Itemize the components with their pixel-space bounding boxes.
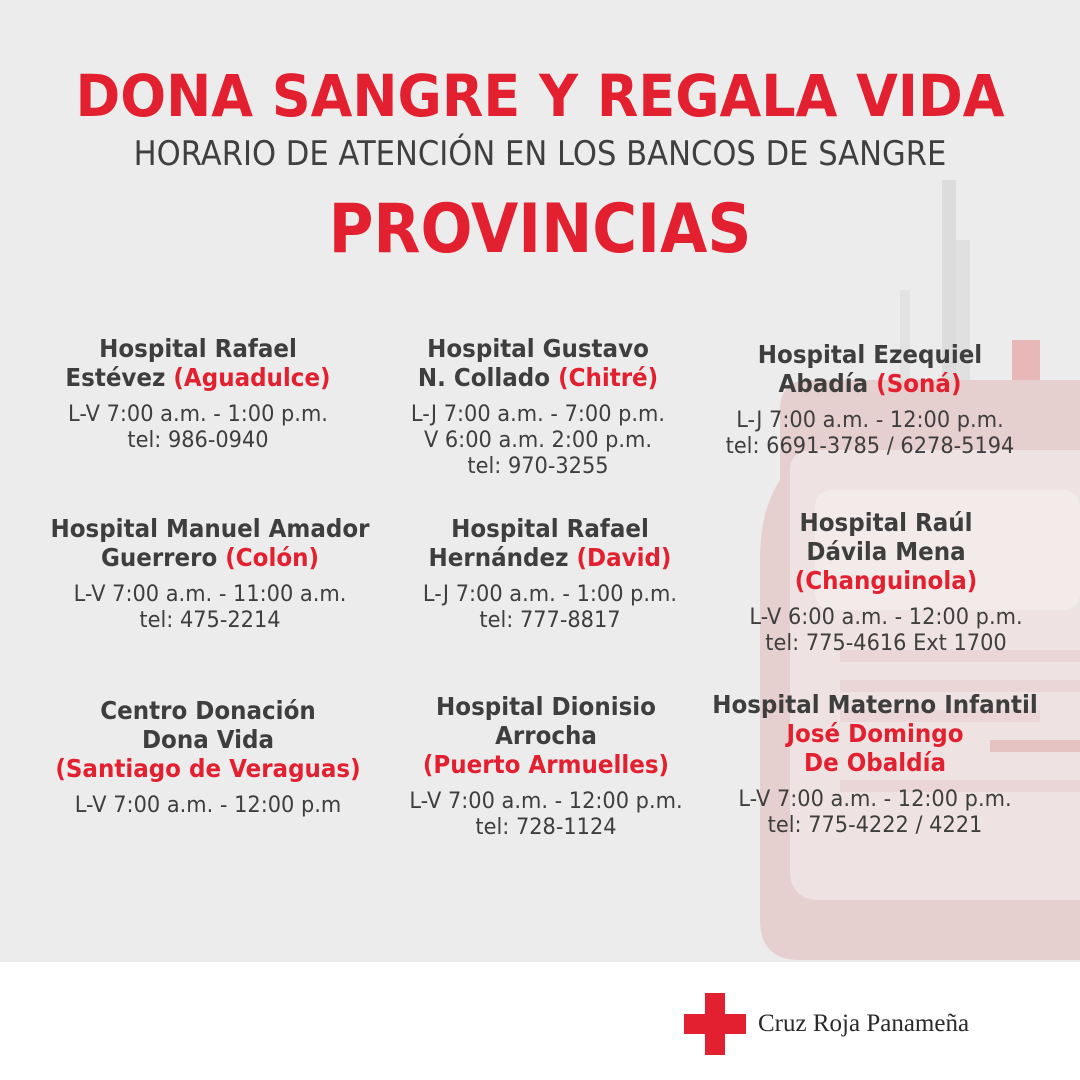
hospital-name-line	[44, 543, 375, 572]
hospital-name-line	[372, 363, 703, 392]
hospital-info	[39, 582, 381, 634]
hospital-info	[699, 408, 1041, 460]
hospital-name-line: Hospital Rafael	[451, 514, 649, 543]
hospital-name-line: Centro Donación	[100, 696, 316, 725]
hospital-name-line: Dona Vida	[141, 725, 275, 754]
hospital-location: (Santiago de Veraguas)	[55, 754, 361, 783]
hospital-hours: L-V 7:00 a.m. - 1:00 p.m.	[68, 402, 328, 427]
hospital-name-line: Dávila Mena	[806, 537, 966, 566]
hospital-name-text: Guerrero	[100, 543, 226, 572]
hospital-name	[720, 508, 1051, 595]
hospital-card	[706, 508, 1066, 657]
hospital-name	[705, 690, 1045, 777]
hospital-name-line	[384, 543, 715, 572]
hospital-hours: L-V 7:00 a.m. - 11:00 a.m.	[73, 582, 347, 607]
hospital-location: (Puerto Armuelles)	[422, 750, 670, 779]
red-cross-icon	[684, 993, 746, 1055]
hospital-hours: L-J 7:00 a.m. - 1:00 p.m.	[422, 582, 678, 607]
hospital-name-line: Hospital Manuel Amador	[50, 514, 370, 543]
hospital-info	[375, 789, 717, 841]
hospital-hours: V 6:00 a.m. 2:00 p.m.	[423, 428, 653, 453]
hospital-info	[715, 605, 1057, 657]
organization-name: Cruz Roja Panameña	[758, 1010, 970, 1037]
hospital-location: (Soná)	[876, 369, 962, 398]
hospital-name-text: Estévez	[65, 363, 174, 392]
hospital-name	[384, 514, 715, 572]
hospital-info	[367, 402, 709, 480]
hospital-phone: tel: 728-1124	[475, 815, 617, 840]
hospital-card	[18, 334, 378, 454]
hospital-hours: L-V 7:00 a.m. - 12:00 p.m	[74, 793, 342, 818]
hospital-name-line: Hospital Gustavo	[427, 334, 649, 363]
hospital-location: (Colón)	[225, 543, 320, 572]
hospital-card	[366, 692, 726, 841]
hospital-phone: tel: 775-4616 Ext 1700	[765, 631, 1007, 656]
hospital-name-text: Abadía	[778, 369, 877, 398]
hospital-location: (Changuinola)	[794, 566, 978, 595]
hospital-name-line: Hospital Rafael	[99, 334, 297, 363]
hospital-card	[370, 514, 730, 634]
hospital-info	[27, 402, 369, 454]
hospital-location: De Obaldía	[804, 748, 946, 777]
hospital-location: (Chitré)	[558, 363, 659, 392]
hospital-phone: tel: 775-4222 / 4221	[767, 813, 983, 838]
hospital-hours: L-J 7:00 a.m. - 12:00 p.m.	[736, 408, 1004, 433]
hospital-card	[358, 334, 718, 480]
hospital-name	[32, 334, 363, 392]
hospital-name	[42, 696, 373, 783]
hospital-name-line: Hospital Materno Infantil	[712, 690, 1038, 719]
hospital-phone: tel: 777-8817	[479, 608, 621, 633]
hospital-phone: tel: 970-3255	[467, 454, 609, 479]
hospital-name-line	[32, 363, 363, 392]
hospital-phone: tel: 986-0940	[127, 428, 269, 453]
hospital-name-line: Hospital Dionisio	[436, 692, 656, 721]
hospital-card	[28, 696, 388, 819]
hospital-info	[37, 793, 379, 819]
hospital-hours: L-J 7:00 a.m. - 7:00 p.m.	[410, 402, 666, 427]
hospital-name-line	[704, 369, 1035, 398]
hospital-name-text: N. Collado	[417, 363, 559, 392]
hospital-name	[44, 514, 375, 572]
hospital-name-line: Hospital Raúl	[799, 508, 973, 537]
hospital-info	[379, 582, 721, 634]
hospital-hours: L-V 6:00 a.m. - 12:00 p.m.	[749, 605, 1023, 630]
hospital-name	[704, 340, 1035, 398]
hospital-location: (David)	[576, 543, 672, 572]
hospital-card	[690, 340, 1050, 460]
hospital-hours: L-V 7:00 a.m. - 12:00 p.m.	[409, 789, 683, 814]
page-title: DONA SANGRE Y REGALA VIDA	[75, 62, 1005, 130]
hospital-name	[380, 692, 711, 779]
hospital-name-line: Arrocha	[495, 721, 597, 750]
hospital-name-line: Hospital Ezequiel	[757, 340, 983, 369]
page-subtitle: HORARIO DE ATENCIÓN EN LOS BANCOS DE SANGRE	[133, 134, 947, 174]
hospital-phone: tel: 475-2214	[139, 608, 281, 633]
hospital-info	[699, 787, 1051, 839]
hospital-card	[690, 690, 1060, 839]
hospital-hours: L-V 7:00 a.m. - 12:00 p.m.	[738, 787, 1012, 812]
section-heading: PROVINCIAS	[328, 190, 752, 269]
hospital-card	[30, 514, 390, 634]
hospital-location: (Aguadulce)	[173, 363, 331, 392]
hospital-location: José Domingo	[786, 719, 964, 748]
hospital-phone: tel: 6691-3785 / 6278-5194	[725, 434, 1015, 459]
hospital-name	[372, 334, 703, 392]
hospital-name-text: Hernández	[428, 543, 577, 572]
